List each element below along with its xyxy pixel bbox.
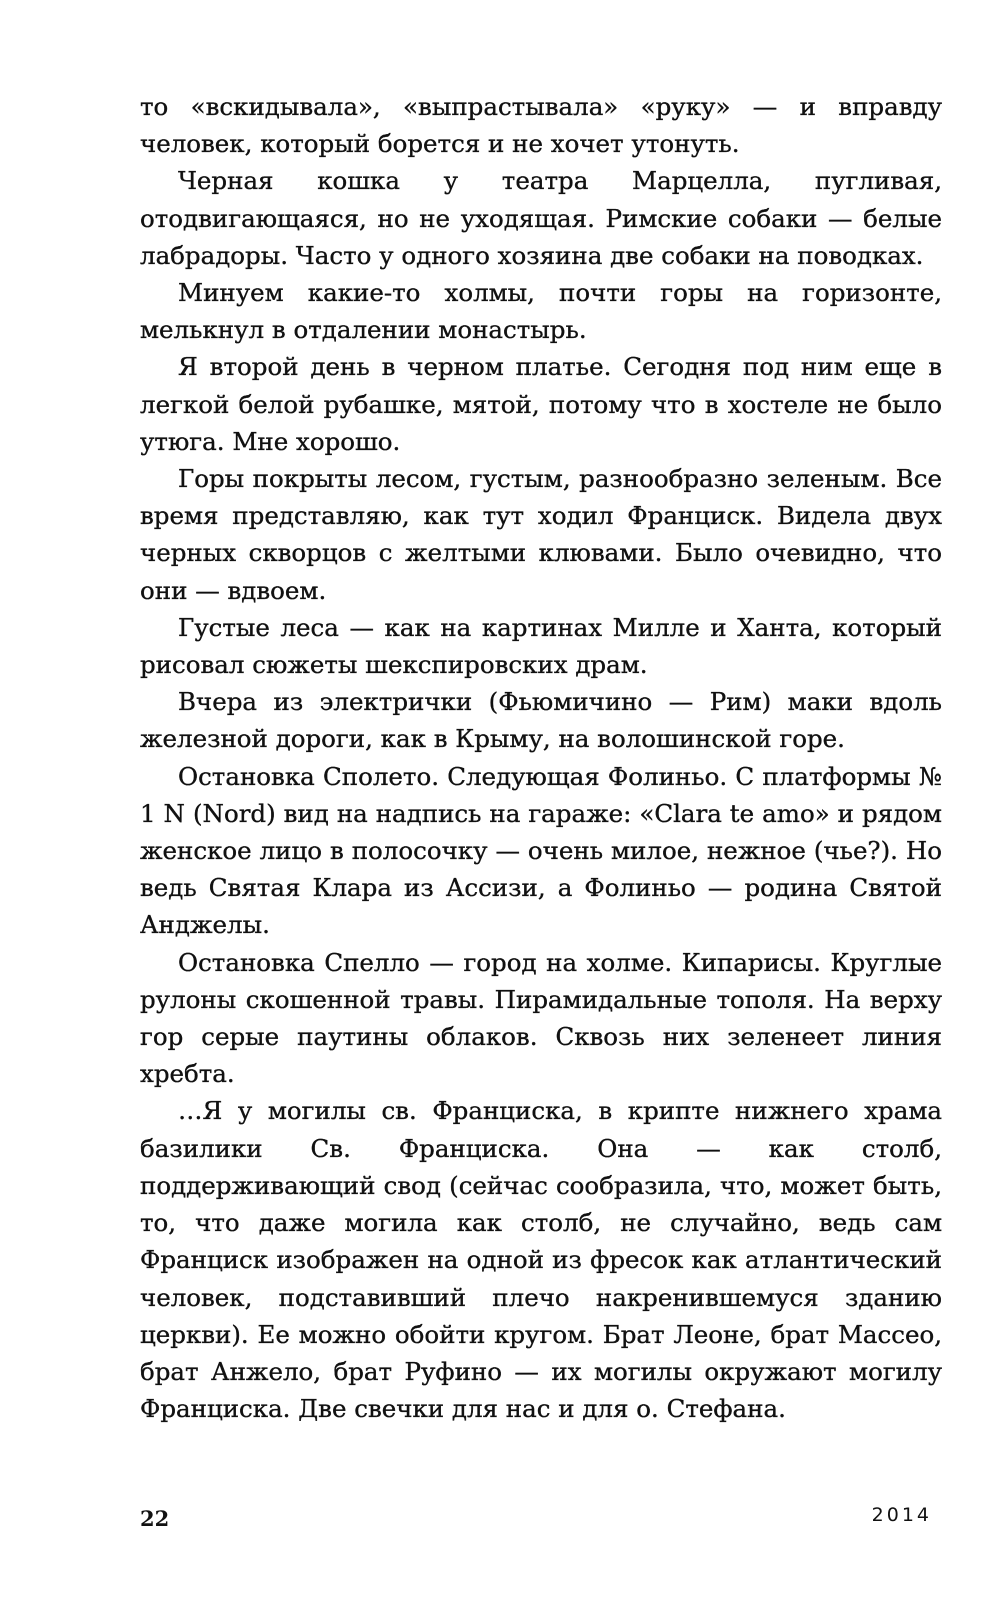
paragraph-10: …Я у могилы св. Франциска, в крипте нижнего храма базилики Св. Франциска. Она — как столб, поддерживающий свод (сейчас сообразила, что, может быть, то, что даже могила как столб, не случайно, ведь сам Франциск изображен на одной из фресок как атлантический человек, подставивший плечо накренившемуся зданию церкви). Ее можно обойти кругом. Брат Леоне, брат Массео, брат Анжело, брат Руфино — их могилы окружают могилу Франциска. Две свечки для нас и для о. Стефана. bbox=[140, 1096, 942, 1424]
paragraph-9: Остановка Спелло — город на холме. Кипарисы. Круглые рулоны скошенной травы. Пирамидальные тополя. На верху гор серые паутины облаков. Сквозь них зеленеет линия хребта. bbox=[140, 947, 942, 1089]
paragraph-3: Минуем какие-то холмы, почти горы на горизонте, мелькнул в отдалении монастырь. bbox=[140, 278, 942, 345]
page-footer bbox=[140, 1502, 942, 1532]
running-head-year: 2014 bbox=[871, 1504, 932, 1526]
paragraph-2: Черная кошка у театра Марцелла, пугливая, отодвигающаяся, но не уходящая. Римские собаки — белые лабрадоры. Часто у одного хозяина две собаки на поводках. bbox=[140, 166, 942, 270]
paragraph-1: то «вскидывала», «выпрастывала» «руку» — и вправду человек, который борется и не хочет утонуть. bbox=[140, 92, 942, 159]
body-text bbox=[140, 88, 942, 1427]
paragraph-4: Я второй день в черном платье. Сегодня под ним еще в легкой белой рубашке, мятой, потому что в хостеле не было утюга. Мне хорошо. bbox=[140, 352, 942, 456]
paragraph-8: Остановка Сполето. Следующая Фолиньо. С платформы № 1 N (Nord) вид на надпись на гараже: «Clara te amo» и рядом женское лицо в полосочку — очень милое, нежное (чье?). Но ведь Святая Клара из Ассизи, а Фолиньо — родина Святой Анджелы. bbox=[140, 761, 942, 940]
paragraph-5: Горы покрыты лесом, густым, разнообразно зеленым. Все время представляю, как тут ходил Франциск. Видела двух черных скворцов с желтыми клювами. Было очевидно, что они — вдвоем. bbox=[140, 464, 942, 605]
page-number: 22 bbox=[140, 1506, 170, 1531]
paragraph-6: Густые леса — как на картинах Милле и Ханта, который рисовал сюжеты шекспировских драм. bbox=[140, 612, 942, 680]
paragraph-7: Вчера из электрички (Фьюмичино — Рим) маки вдоль железной дороги, как в Крыму, на волошинской горе. bbox=[140, 687, 942, 754]
